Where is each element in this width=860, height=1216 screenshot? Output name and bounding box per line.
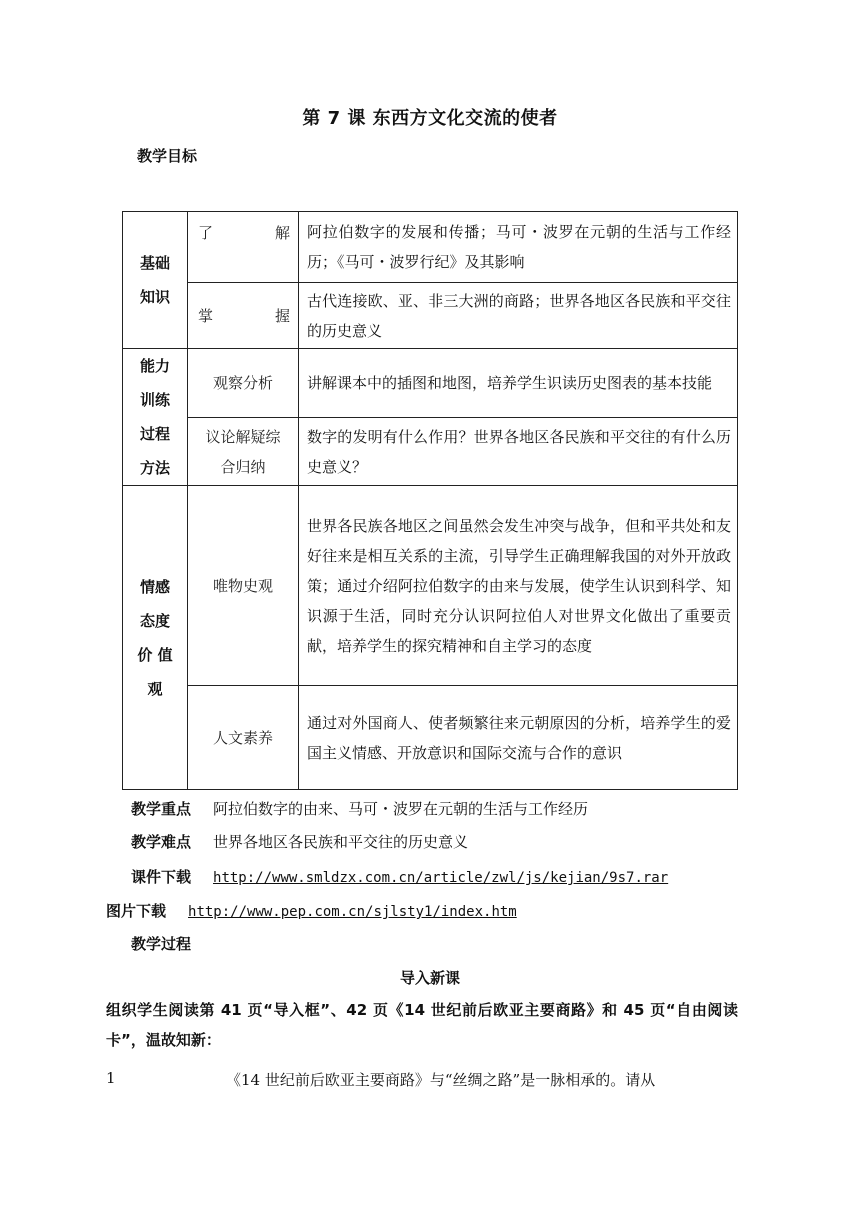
desc-master: 古代连接欧、亚、非三大洲的商路；世界各地区各民族和平交往的历史意义 bbox=[299, 283, 738, 349]
sub-humanities: 人文素养 bbox=[188, 686, 299, 790]
sub-observe: 观察分析 bbox=[188, 349, 299, 418]
sub-master: 掌 握 bbox=[188, 283, 299, 349]
teaching-goals-table bbox=[122, 211, 738, 790]
desc-discuss: 数字的发明有什么作用？世界各地区各民族和平交往的有什么历史意义？ bbox=[299, 418, 738, 486]
category-emotion-values: 情感 态度 价 值 观 bbox=[123, 486, 188, 790]
image-download: 图片下载 http://www.pep.com.cn/sjlsty1/index.htm bbox=[106, 902, 517, 920]
intro-paragraph: 组织学生阅读第 41 页“导入框”、42 页《14 世纪前后欧亚主要商路》和 45 页“自由阅读卡”，温故知新： bbox=[106, 1001, 738, 1049]
teaching-difficulty: 教学难点 世界各地区各民族和平交往的历史意义 bbox=[131, 833, 469, 851]
item-text: 《14 世纪前后欧亚主要商路》与“丝绸之路”是一脉相承的。请从 bbox=[226, 1071, 656, 1089]
desc-materialism: 世界各民族各地区之间虽然会发生冲突与战争，但和平共处和友好往来是相互关系的主流，引导学生正确理解我国的对外开放政策；通过介绍阿拉伯数字的由来与发展，使学生认识到科学、知识源于生活，同时充分认识阿拉伯人对世界文化做出了重要贡献，培养学生的探究精神和自主学习的态度 bbox=[299, 486, 738, 686]
teaching-focus: 教学重点 阿拉伯数字的由来、马可・波罗在元朝的生活与工作经历 bbox=[131, 800, 589, 818]
sub-materialism: 唯物史观 bbox=[188, 486, 299, 686]
category-ability-method: 能力 训练 过程 方法 bbox=[123, 349, 188, 486]
process-heading: 教学过程 bbox=[131, 935, 192, 953]
desc-humanities: 通过对外国商人、使者频繁往来元朝原因的分析，培养学生的爱国主义情感、开放意识和国际交流与合作的意识 bbox=[299, 686, 738, 790]
sub-discuss: 议论解疑综 合归纳 bbox=[188, 418, 299, 486]
courseware-link[interactable]: http://www.smldzx.com.cn/article/zwl/js/kejian/9s7.rar bbox=[213, 870, 669, 886]
sub-understand: 了 解 bbox=[188, 212, 299, 283]
courseware-download: 课件下载 http://www.smldzx.com.cn/article/zwl/js/kejian/9s7.rar bbox=[131, 868, 669, 886]
item-number: 1 bbox=[106, 1069, 116, 1087]
intro-heading: 导入新课 bbox=[399, 969, 460, 987]
image-link[interactable]: http://www.pep.com.cn/sjlsty1/index.htm bbox=[188, 904, 517, 920]
page-title: 第 7 课 东西方文化交流的使者 bbox=[302, 108, 558, 129]
category-basic-knowledge: 基础 知识 bbox=[123, 212, 188, 349]
desc-observe: 讲解课本中的插图和地图，培养学生识读历史图表的基本技能 bbox=[299, 349, 738, 418]
desc-understand: 阿拉伯数字的发展和传播；马可・波罗在元朝的生活与工作经历；《马可・波罗行纪》及其影响 bbox=[299, 212, 738, 283]
goals-heading: 教学目标 bbox=[137, 147, 198, 165]
